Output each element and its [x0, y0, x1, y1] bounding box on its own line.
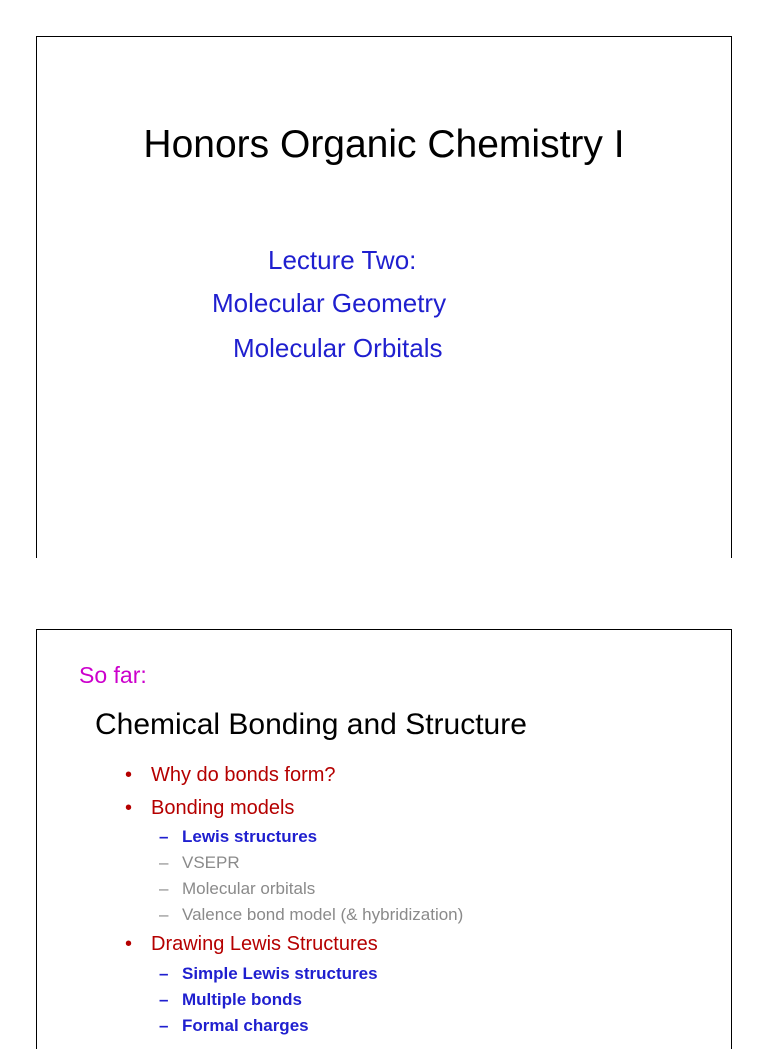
bullet-marker: •	[125, 933, 133, 955]
dash-marker: –	[159, 1016, 169, 1035]
slide-2	[36, 629, 732, 1049]
bullet-marker: •	[125, 797, 133, 819]
lecture-topic-1: Molecular Geometry	[212, 288, 447, 318]
dash-marker: –	[159, 853, 169, 872]
sub-bullet-text: Formal charges	[182, 1016, 309, 1035]
slide-title: Honors Organic Chemistry I	[143, 123, 625, 166]
lecture-number: Lecture Two:	[268, 245, 417, 275]
sub-bullet-text: Multiple bonds	[182, 990, 302, 1009]
sub-bullet-item	[159, 1016, 309, 1036]
sub-bullet-text: VSEPR	[182, 853, 240, 872]
dash-marker: –	[159, 964, 169, 983]
sub-bullet-item	[159, 964, 378, 984]
bullet-marker: •	[125, 764, 133, 786]
lecture-topic-2: Molecular Orbitals	[233, 333, 443, 363]
bullet-item	[125, 797, 294, 820]
bullet-text: Why do bonds form?	[151, 764, 336, 786]
sub-bullet-item	[159, 853, 240, 873]
dash-marker: –	[159, 990, 169, 1009]
sub-bullet-item	[159, 905, 463, 925]
slide-1	[36, 36, 732, 558]
bullet-text: Bonding models	[151, 797, 295, 819]
sub-bullet-item	[159, 827, 317, 847]
dash-marker: –	[159, 827, 169, 846]
sub-bullet-item	[159, 990, 302, 1010]
sub-bullet-text: Lewis structures	[182, 827, 318, 846]
sub-bullet-text: Valence bond model (& hybridization)	[182, 905, 464, 924]
sub-bullet-text: Molecular orbitals	[182, 879, 316, 898]
sub-bullet-item	[159, 879, 315, 899]
sub-bullet-text: Simple Lewis structures	[182, 964, 378, 983]
dash-marker: –	[159, 879, 169, 898]
slide-heading: Chemical Bonding and Structure	[95, 708, 527, 741]
bullet-item	[125, 764, 336, 787]
bullet-text: Drawing Lewis Structures	[151, 933, 378, 955]
bullet-item	[125, 933, 378, 956]
dash-marker: –	[159, 905, 169, 924]
slide-kicker: So far:	[79, 662, 147, 688]
